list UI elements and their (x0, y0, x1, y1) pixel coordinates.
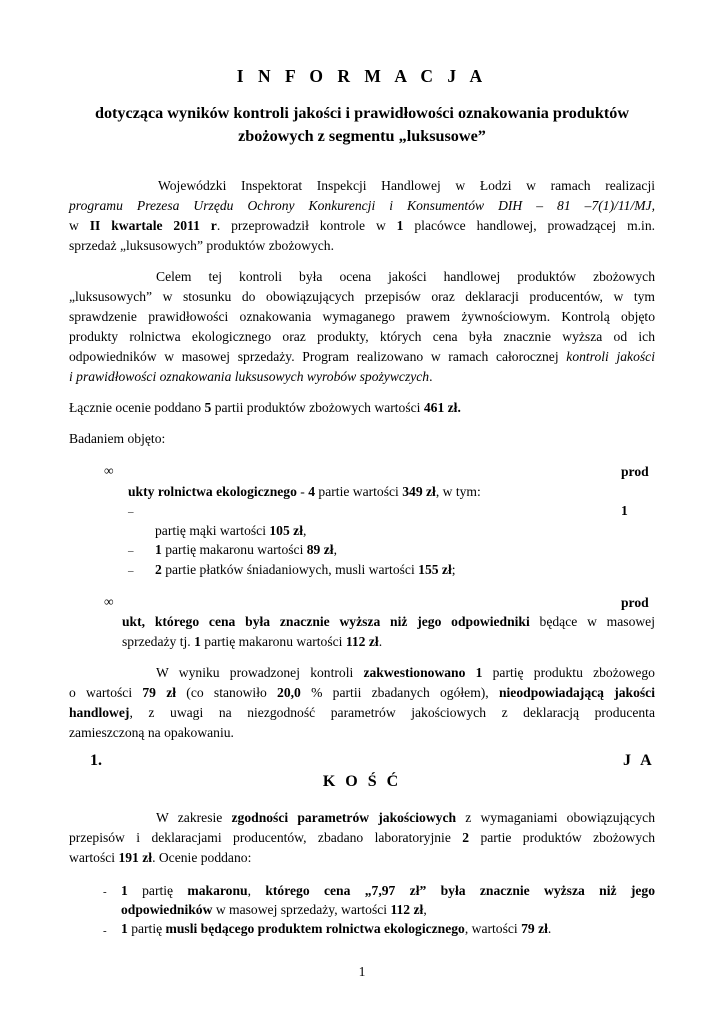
paragraph-line: Wojewódzki Inspektorat Inspekcji Handlowej w Łodzi w ramach realizacji (158, 178, 655, 193)
text-span: sprzedaży tj. (122, 634, 195, 649)
count-value: 2 (462, 830, 470, 845)
amount-value: 112 zł (390, 902, 424, 917)
count-value: 1 (155, 542, 162, 557)
paragraph-summary (69, 399, 461, 417)
paragraph-line (69, 849, 251, 867)
amount-value: 79 zł (521, 921, 548, 936)
paragraph-line (69, 704, 655, 722)
section-title-part: J A (623, 752, 655, 769)
bold-span: prod (621, 595, 649, 610)
bold-span: ukty rolnictwa ekologicznego (128, 484, 297, 499)
list-item-continuation (128, 483, 481, 501)
bold-span: zgodności parametrów jakościowych (231, 810, 457, 825)
text-span: , z uwagi na niezgodność parametrów jakościowych z deklaracją producenta (129, 705, 655, 720)
program-name: programu Prezesa Urzędu Ochrony Konkurencji i Konsumentów DIH – 81 –7(1)/11/MJ, (69, 198, 655, 213)
text-span: przepisów i deklaracjami producentów, zbadano laboratoryjnie (69, 830, 463, 845)
text-span: , (333, 542, 337, 557)
amount-value: 112 zł (345, 634, 379, 649)
amount-value: 191 zł (118, 850, 153, 865)
count-value: 1 (621, 503, 628, 518)
bold-span: odpowiedników (121, 902, 213, 917)
paragraph-line (69, 197, 655, 215)
quarter-label: II kwartale 2011 r (89, 218, 217, 233)
text-span: partię makaronu wartości (200, 634, 346, 649)
document-title: I N F O R M A C J A (236, 66, 488, 86)
text-span: . (429, 369, 433, 384)
bold-span: prod (621, 464, 649, 479)
list-sub-marker: – (128, 565, 134, 577)
paragraph-line: Celem tej kontroli była ocena jakości handlowej produktów zbożowych (156, 269, 655, 284)
amount-value: 349 zł (402, 484, 436, 499)
text-span: , wartości (464, 921, 522, 936)
list-sub-marker: – (128, 545, 134, 557)
count-value: 1 (396, 218, 404, 233)
text-span: z wymaganiami obowiązujących (456, 810, 655, 825)
list-marker: - (103, 886, 107, 898)
text-span: partię produktu zbożowego (482, 665, 655, 680)
list-item-continuation (121, 901, 427, 919)
text-span: partii produktów zbożowych wartości (211, 400, 424, 415)
list-item-continuation (122, 613, 655, 631)
list-item-head (621, 463, 649, 481)
text-span: , (423, 902, 427, 917)
text-span: . (547, 921, 552, 936)
amount-value: 105 zł (269, 523, 303, 538)
text-span: partię (127, 921, 166, 936)
section-title-part: K O Ś Ć (322, 773, 402, 790)
text-span: - (296, 484, 309, 499)
count-value: 2 (155, 562, 162, 577)
paragraph-line (69, 684, 655, 702)
bold-span: którego cena „7,97 zł” była znacznie wyższa niż jego (265, 883, 655, 898)
text-span: będące w masowej (529, 614, 655, 629)
percent-value: 20,0 (277, 685, 301, 700)
document-subtitle-line-2: zbożowych z segmentu „luksusowe” (238, 127, 486, 145)
paragraph-line (156, 664, 655, 682)
list-sub-item-head (621, 502, 628, 520)
paragraph-line: „luksusowych” w stosunku do obowiązujących przepisów oraz deklaracji producentów, w tym (69, 289, 655, 304)
paragraph-line: zamieszczoną na opakowaniu. (69, 725, 234, 740)
text-span: partię mąki wartości (155, 523, 270, 538)
text-span: W wyniku prowadzonej kontroli (156, 665, 364, 680)
count-value: 4 (308, 484, 316, 499)
italic-span: i prawidłowości oznakowania luksusowych wyrobów spożywczych (69, 369, 430, 384)
paragraph-scope: Badaniem objęto: (69, 431, 166, 446)
paragraph-line (69, 829, 655, 847)
bold-span: handlowej (69, 705, 130, 720)
amount-value: 79 zł (142, 685, 177, 700)
list-marker: ∞ (104, 594, 114, 609)
count-value: 1 (121, 883, 128, 898)
paragraph-line (69, 368, 433, 386)
section-number: 1. (90, 752, 102, 769)
text-span: (co stanowiło (176, 685, 278, 700)
list-sub-item (155, 561, 456, 579)
count-value: 1 (121, 921, 128, 936)
bold-span: musli będącego produktem rolnictwa ekologicznego (165, 921, 465, 936)
paragraph-line: produkty rolnictwa ekologicznego oraz produkty, których cena była znacznie wyższa od ich (69, 329, 655, 344)
text-span: . przeprowadził kontrole w (216, 218, 397, 233)
list-sub-marker: – (128, 506, 134, 518)
text-span: partię (127, 883, 188, 898)
text-span: . (378, 634, 383, 649)
text-span: partie płatków śniadaniowych, musli wartości (161, 562, 419, 577)
text-span: . Ocenie poddano: (152, 850, 252, 865)
text-span: o wartości (69, 685, 143, 700)
paragraph-line (69, 217, 655, 235)
count-value: 1 (194, 634, 201, 649)
bold-span: makaronu (187, 883, 248, 898)
bold-span: zakwestionowano 1 (363, 665, 483, 680)
list-sub-item (155, 522, 306, 540)
list-sub-item (155, 541, 337, 559)
paragraph-line: sprzedaż „luksusowych” produktów zbożowych. (69, 238, 334, 253)
text-span: w masowej sprzedaży, wartości (212, 902, 391, 917)
text-span: W zakresie (156, 810, 232, 825)
page-number: 1 (358, 964, 366, 979)
text-span: partie produktów zbożowych (469, 830, 655, 845)
list-item (121, 882, 655, 900)
text-span: % partii zbadanych ogółem), (300, 685, 499, 700)
text-span: partię makaronu wartości (161, 542, 307, 557)
text-span: ; (451, 562, 456, 577)
text-span: , w tym: (435, 484, 481, 499)
text-span: w (69, 218, 90, 233)
text-span: odpowiedników w masowej sprzedaży. Program realizowano w ramach całorocznej (69, 349, 567, 364)
bold-span: nieodpowiadającą jakości (498, 685, 655, 700)
list-item-continuation (122, 633, 382, 651)
amount-value: 155 zł (418, 562, 452, 577)
list-item (121, 920, 551, 938)
count-value: 5 (204, 400, 212, 415)
text-span: , (247, 883, 266, 898)
amount-value: 461 zł. (423, 400, 461, 415)
paragraph-line: sprawdzenie prawidłowości oznakowania wymaganego prawem żywnościowym. Kontrolą objęto (69, 309, 655, 324)
text-span: partie wartości (315, 484, 403, 499)
paragraph-line (69, 348, 655, 366)
paragraph-line (156, 809, 655, 827)
list-marker: ∞ (104, 463, 114, 478)
list-marker: - (103, 925, 107, 937)
text-span: wartości (69, 850, 119, 865)
list-item-head (621, 594, 649, 612)
italic-span: kontroli jakości (566, 349, 655, 364)
text-span: Łącznie ocenie poddano (69, 400, 205, 415)
text-span: , (302, 523, 307, 538)
document-subtitle-line-1: dotycząca wyników kontroli jakości i prawidłowości oznakowania produktów (94, 104, 630, 122)
text-span: placówce handlowej, prowadzącej m.in. (403, 218, 656, 233)
bold-span: ukt, którego cena była znacznie wyższa niż jego odpowiedniki (122, 614, 530, 629)
amount-value: 89 zł (306, 542, 334, 557)
